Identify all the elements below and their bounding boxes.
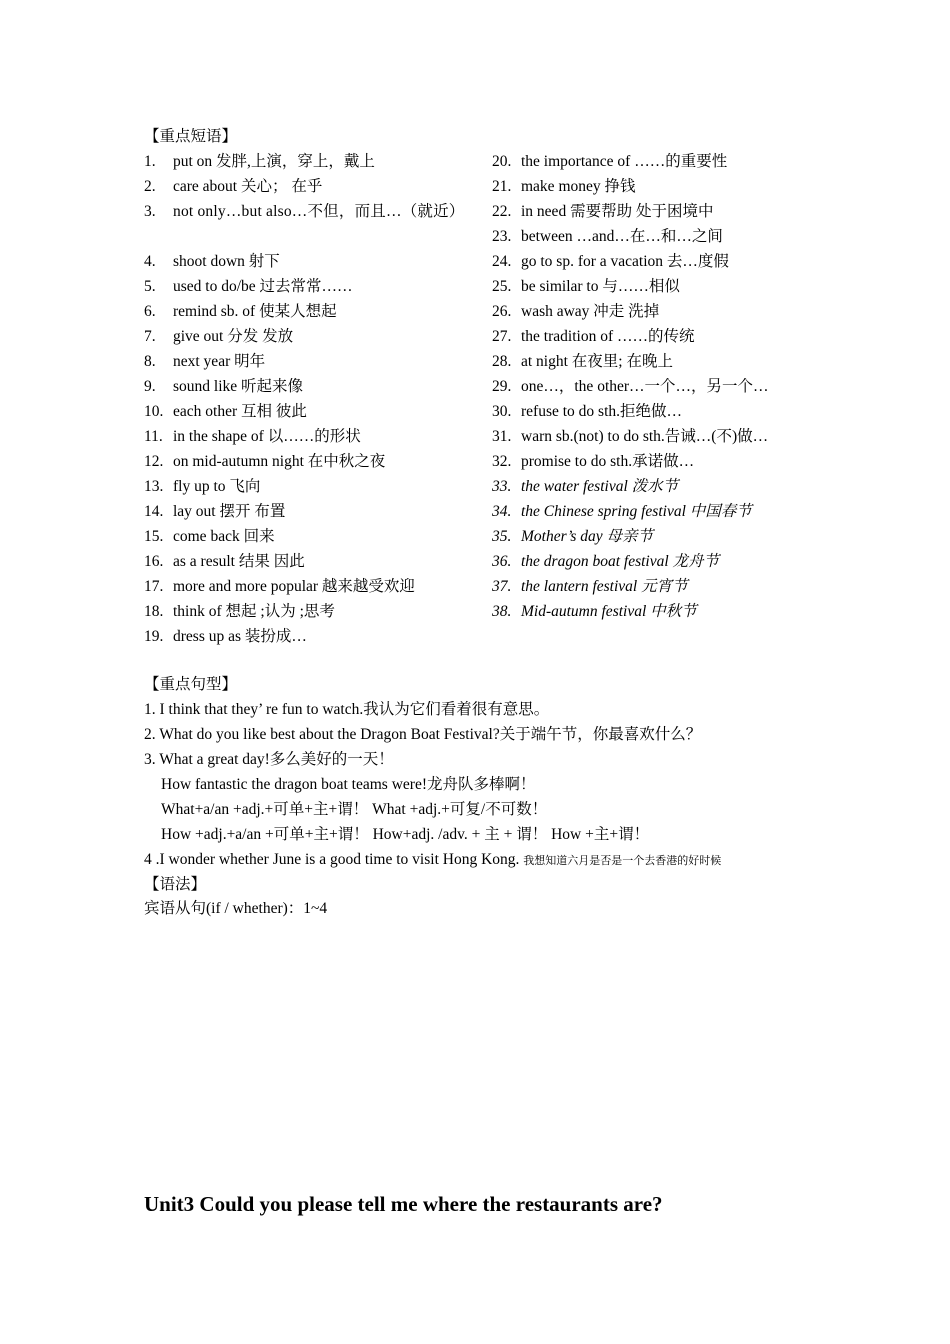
sentence-2: 2. What do you like best about the Dragon Boat Festival?关于端午节，你最喜欢什么？ bbox=[144, 726, 702, 743]
phrase-item bbox=[492, 174, 812, 199]
phrase-text: in the shape of 以……的形状 bbox=[173, 428, 361, 445]
phrase-text: each other 互相 彼此 bbox=[173, 403, 307, 420]
phrase-number: 11. bbox=[144, 428, 163, 445]
phrase-item bbox=[492, 574, 812, 599]
phrase-text: sound like 听起来像 bbox=[173, 378, 304, 395]
phrase-number: 31. bbox=[492, 428, 512, 445]
phrase-number: 21. bbox=[492, 178, 512, 195]
phrase-item bbox=[144, 249, 474, 274]
phrase-text: not only…but also…不但，而且…（就近） bbox=[173, 203, 465, 220]
phrase-text: the Chinese spring festival 中国春节 bbox=[521, 503, 752, 520]
phrase-item bbox=[492, 324, 812, 349]
phrase-text: next year 明年 bbox=[173, 353, 266, 370]
phrase-text: go to sp. for a vacation 去…度假 bbox=[521, 253, 729, 270]
phrase-text: think of 想起 ;认为 ;思考 bbox=[173, 603, 335, 620]
sentence-3-example: How fantastic the dragon boat teams were!龙舟队多棒啊！ bbox=[161, 776, 536, 793]
phrase-text: warn sb.(not) to do sth.告诫…(不)做… bbox=[521, 428, 769, 445]
unit-title: Unit3 Could you please tell me where the restaurants are? bbox=[144, 1192, 663, 1216]
phrase-item bbox=[144, 624, 474, 649]
phrase-text: the dragon boat festival 龙舟节 bbox=[521, 553, 720, 570]
phrase-item bbox=[492, 399, 812, 424]
phrase-item bbox=[144, 449, 474, 474]
phrase-item bbox=[492, 224, 812, 249]
phrase-text: on mid-autumn night 在中秋之夜 bbox=[173, 453, 386, 470]
phrase-text: one…，the other…一个…，另一个… bbox=[521, 378, 769, 395]
phrase-text: dress up as 装扮成… bbox=[173, 628, 307, 645]
sentence-1: 1. I think that they’ re fun to watch.我认为它们看着很有意思。 bbox=[144, 701, 550, 718]
phrase-item bbox=[492, 424, 812, 449]
phrase-item bbox=[492, 149, 812, 174]
phrase-text: remind sb. of 使某人想起 bbox=[173, 303, 337, 320]
phrase-number: 8. bbox=[144, 353, 156, 370]
phrase-number: 18. bbox=[144, 603, 164, 620]
phrase-text: make money 挣钱 bbox=[521, 178, 636, 195]
phrase-text: more and more popular 越来越受欢迎 bbox=[173, 578, 415, 595]
phrase-number: 25. bbox=[492, 278, 512, 295]
sentence-3-pattern-how: How +adj.+a/an +可单+主+谓！ How+adj. /adv. + 主 + 谓！ How +主+谓！ bbox=[161, 826, 650, 843]
phrase-item bbox=[492, 549, 812, 574]
phrase-item bbox=[144, 424, 474, 449]
phrase-item bbox=[144, 174, 474, 199]
phrase-item bbox=[144, 574, 474, 599]
phrase-item bbox=[144, 374, 474, 399]
phrase-number: 9. bbox=[144, 378, 156, 395]
phrase-number: 4. bbox=[144, 253, 156, 270]
phrase-text: give out 分发 发放 bbox=[173, 328, 294, 345]
phrase-text: at night 在夜里; 在晚上 bbox=[521, 353, 673, 370]
sentence-4-translation: 我想知道六月是否是一个去香港的好时候 bbox=[523, 855, 722, 867]
phrase-text: refuse to do sth.拒绝做… bbox=[521, 403, 683, 420]
phrase-item bbox=[492, 274, 812, 299]
phrase-number: 32. bbox=[492, 453, 512, 470]
phrase-item bbox=[144, 324, 474, 349]
grammar-text: 宾语从句(if / whether)：1~4 bbox=[144, 900, 328, 917]
phrase-text: shoot down 射下 bbox=[173, 253, 280, 270]
phrase-number: 28. bbox=[492, 353, 512, 370]
phrase-item bbox=[144, 549, 474, 574]
phrase-text: care about 关心； 在乎 bbox=[173, 178, 323, 195]
grammar-heading: 【语法】 bbox=[144, 876, 207, 893]
phrase-text: the tradition of ……的传统 bbox=[521, 328, 695, 345]
phrase-item bbox=[492, 374, 812, 399]
phrase-item bbox=[492, 499, 812, 524]
phrases-right-column bbox=[492, 149, 812, 624]
sentence-3: 3. What a great day!多么美好的一天！ bbox=[144, 751, 394, 768]
phrase-item bbox=[492, 349, 812, 374]
phrase-number: 33. bbox=[492, 478, 512, 495]
phrase-number: 36. bbox=[492, 553, 512, 570]
phrase-number: 5. bbox=[144, 278, 156, 295]
phrase-item bbox=[492, 299, 812, 324]
phrase-item bbox=[492, 249, 812, 274]
phrase-number: 12. bbox=[144, 453, 164, 470]
phrase-number: 7. bbox=[144, 328, 156, 345]
phrase-item bbox=[144, 499, 474, 524]
phrase-number: 35. bbox=[492, 528, 512, 545]
phrase-item bbox=[144, 149, 474, 174]
phrase-item bbox=[144, 399, 474, 424]
phrase-text: the water festival 泼水节 bbox=[521, 478, 679, 495]
phrase-text: used to do/be 过去常常…… bbox=[173, 278, 353, 295]
phrase-number: 22. bbox=[492, 203, 512, 220]
phrase-number: 19. bbox=[144, 628, 164, 645]
phrase-text: be similar to 与……相似 bbox=[521, 278, 680, 295]
phrase-item bbox=[144, 299, 474, 324]
phrase-number: 17. bbox=[144, 578, 164, 595]
phrase-text: the importance of ……的重要性 bbox=[521, 153, 728, 170]
phrase-number: 6. bbox=[144, 303, 156, 320]
phrase-text: Mother’s day 母亲节 bbox=[521, 528, 654, 545]
phrase-number: 37. bbox=[492, 578, 512, 595]
phrases-left-column bbox=[144, 149, 474, 649]
phrase-text: in need 需要帮助 处于困境中 bbox=[521, 203, 714, 220]
sentence-4-english: 4 .I wonder whether June is a good time to visit Hong Kong. bbox=[144, 851, 520, 868]
sentence-3-pattern-what: What+a/an +adj.+可单+主+谓！ What +adj.+可复/不可数！ bbox=[161, 801, 548, 818]
phrases-heading: 【重点短语】 bbox=[144, 128, 238, 145]
phrase-number: 3. bbox=[144, 203, 156, 220]
phrase-item bbox=[492, 449, 812, 474]
phrase-item bbox=[144, 524, 474, 549]
phrase-item bbox=[492, 199, 812, 224]
phrase-item bbox=[144, 474, 474, 499]
phrase-text: Mid-autumn festival 中秋节 bbox=[521, 603, 697, 620]
phrase-item bbox=[492, 474, 812, 499]
phrase-number: 24. bbox=[492, 253, 512, 270]
phrase-number: 38. bbox=[492, 603, 512, 620]
phrase-item bbox=[492, 524, 812, 549]
sentences-heading: 【重点句型】 bbox=[144, 676, 238, 693]
phrase-number: 23. bbox=[492, 228, 512, 245]
phrase-text: as a result 结果 因此 bbox=[173, 553, 305, 570]
phrase-number: 2. bbox=[144, 178, 156, 195]
phrase-text: fly up to 飞向 bbox=[173, 478, 261, 495]
phrase-text: the lantern festival 元宵节 bbox=[521, 578, 688, 595]
phrase-item bbox=[144, 199, 474, 249]
phrase-text: wash away 冲走 洗掉 bbox=[521, 303, 660, 320]
phrase-text: between …and…在…和…之间 bbox=[521, 228, 723, 245]
phrase-item bbox=[144, 599, 474, 624]
phrase-number: 16. bbox=[144, 553, 164, 570]
phrase-number: 1. bbox=[144, 153, 156, 170]
phrase-number: 13. bbox=[144, 478, 164, 495]
phrase-text: come back 回来 bbox=[173, 528, 275, 545]
phrase-number: 15. bbox=[144, 528, 164, 545]
phrase-item bbox=[144, 349, 474, 374]
phrase-number: 29. bbox=[492, 378, 512, 395]
phrase-number: 20. bbox=[492, 153, 512, 170]
phrase-text: lay out 摆开 布置 bbox=[173, 503, 286, 520]
phrase-item bbox=[492, 599, 812, 624]
phrase-number: 14. bbox=[144, 503, 164, 520]
phrase-text: promise to do sth.承诺做… bbox=[521, 453, 695, 470]
phrase-text: put on 发胖,上演，穿上，戴上 bbox=[173, 153, 375, 170]
phrase-number: 27. bbox=[492, 328, 512, 345]
sentence-4 bbox=[144, 847, 721, 874]
phrase-item bbox=[144, 274, 474, 299]
phrase-number: 34. bbox=[492, 503, 512, 520]
phrase-number: 10. bbox=[144, 403, 164, 420]
phrase-number: 30. bbox=[492, 403, 512, 420]
phrase-number: 26. bbox=[492, 303, 512, 320]
